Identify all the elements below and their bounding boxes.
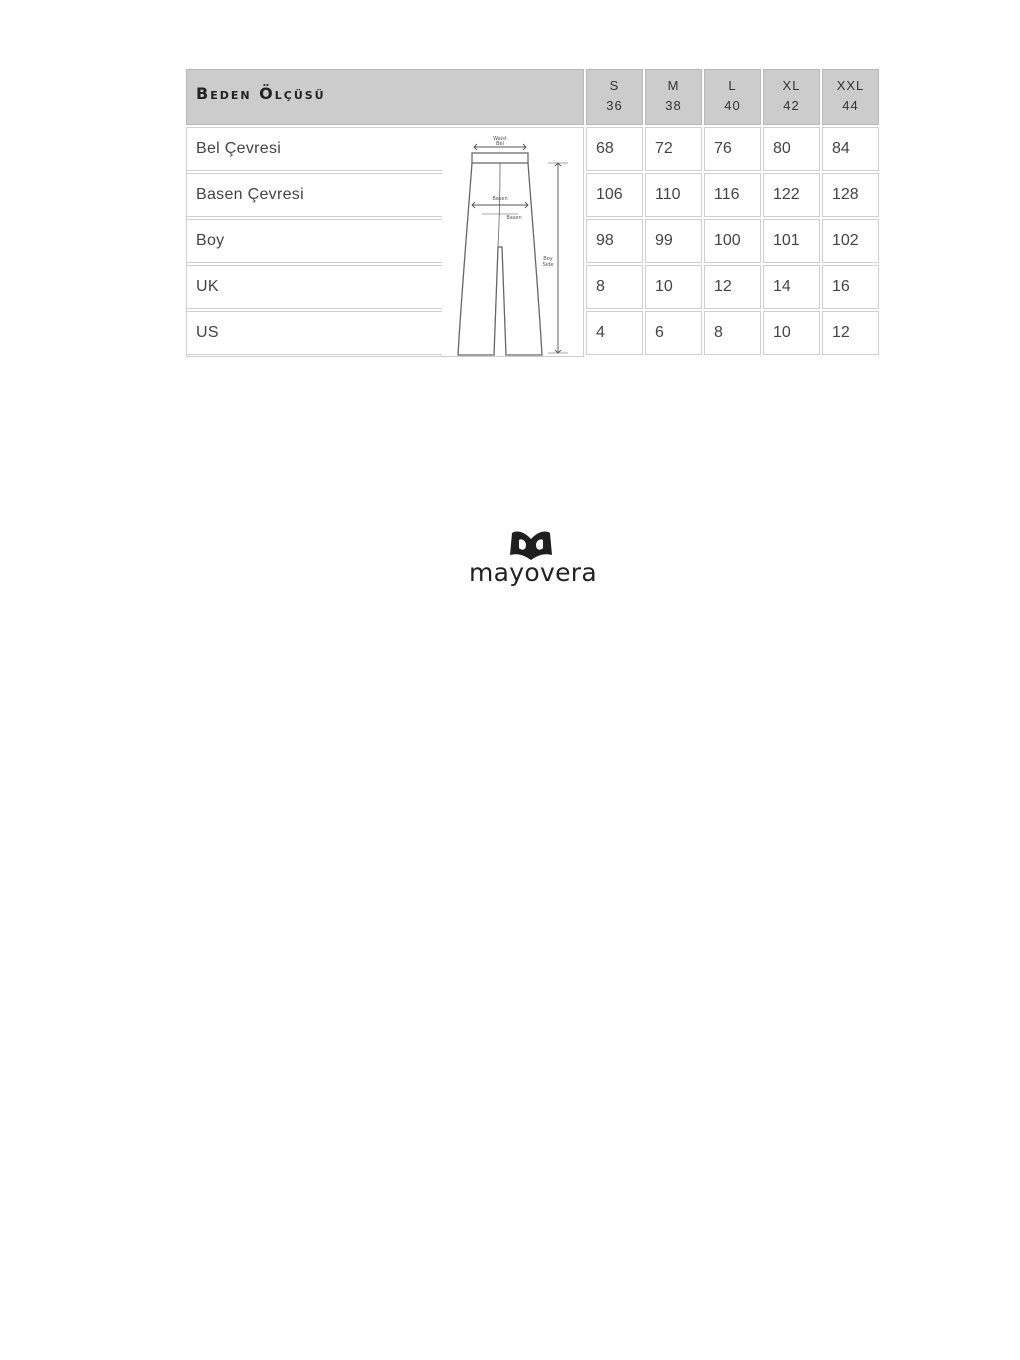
value-text: 10	[655, 278, 673, 295]
value-text: 106	[596, 186, 623, 203]
brand-logo	[466, 528, 600, 592]
value-cell	[645, 311, 702, 355]
size-chart-title: Beden Ölçüsü	[196, 84, 326, 103]
value-cell	[704, 173, 761, 217]
value-text: 6	[655, 324, 664, 341]
value-cell	[586, 311, 643, 355]
row-label-length	[186, 219, 442, 263]
row-label-us	[186, 311, 442, 355]
size-header-xxl	[822, 69, 879, 125]
row-label-text: Bel Çevresi	[196, 140, 282, 157]
diagram-label: Waist	[493, 136, 507, 142]
brand-name: mayovera	[469, 558, 597, 587]
row-label-text: US	[196, 324, 219, 341]
row-label-text: Basen Çevresi	[196, 186, 304, 203]
pants-outline-icon	[442, 127, 584, 357]
size-header-s	[586, 69, 643, 125]
row-label-text: UK	[196, 278, 219, 295]
value-cell	[822, 127, 879, 171]
size-letter: S	[609, 78, 620, 93]
value-cell	[704, 265, 761, 309]
size-header-xl	[763, 69, 820, 125]
value-text: 72	[655, 140, 673, 157]
value-cell	[586, 219, 643, 263]
pants-diagram	[442, 127, 584, 357]
value-text: 128	[832, 186, 859, 203]
value-cell	[704, 311, 761, 355]
size-letter: XL	[782, 78, 801, 93]
value-cell	[822, 311, 879, 355]
size-chart	[186, 69, 879, 357]
value-cell	[704, 127, 761, 171]
diagram-label: Bel	[496, 141, 504, 147]
row-label-uk	[186, 265, 442, 309]
value-cell	[822, 173, 879, 217]
size-number: 42	[783, 98, 800, 113]
value-cell	[586, 265, 643, 309]
value-text: 12	[714, 278, 732, 295]
size-chart-title-cell	[186, 69, 584, 125]
value-text: 12	[832, 324, 850, 341]
value-text: 122	[773, 186, 800, 203]
value-text: 116	[714, 186, 740, 203]
size-letter: L	[728, 78, 737, 93]
mask-logo-icon	[466, 528, 600, 560]
diagram-label: Boy	[543, 256, 553, 262]
value-cell	[763, 173, 820, 217]
value-text: 4	[596, 324, 605, 341]
value-text: 102	[832, 232, 859, 249]
size-letter: M	[667, 78, 680, 93]
value-text: 14	[773, 278, 791, 295]
value-cell	[645, 127, 702, 171]
diagram-label: Side	[542, 262, 554, 268]
size-number: 36	[606, 98, 623, 113]
size-number: 44	[842, 98, 859, 113]
value-text: 99	[655, 232, 673, 249]
value-text: 98	[596, 232, 614, 249]
value-text: 16	[832, 278, 850, 295]
value-text: 80	[773, 140, 791, 157]
value-cell	[586, 173, 643, 217]
diagram-label: Basen	[506, 215, 522, 221]
size-number: 38	[665, 98, 682, 113]
value-cell	[704, 219, 761, 263]
value-text: 8	[596, 278, 605, 295]
value-text: 8	[714, 324, 723, 341]
value-text: 100	[714, 232, 741, 249]
value-cell	[822, 219, 879, 263]
size-number: 40	[724, 98, 741, 113]
value-cell	[645, 173, 702, 217]
size-header-l	[704, 69, 761, 125]
row-label-hip	[186, 173, 442, 217]
value-text: 76	[714, 140, 732, 157]
value-cell	[645, 219, 702, 263]
value-cell	[763, 127, 820, 171]
value-cell	[822, 265, 879, 309]
value-text: 101	[773, 232, 800, 249]
value-cell	[763, 265, 820, 309]
value-text: 68	[596, 140, 614, 157]
value-cell	[763, 311, 820, 355]
row-label-waist	[186, 127, 442, 171]
value-text: 84	[832, 140, 850, 157]
row-label-text: Boy	[196, 232, 225, 249]
diagram-label: Basen	[492, 196, 508, 202]
value-cell	[586, 127, 643, 171]
value-cell	[763, 219, 820, 263]
value-text: 110	[655, 186, 681, 203]
size-letter: XXL	[836, 78, 865, 93]
value-cell	[645, 265, 702, 309]
size-header-m	[645, 69, 702, 125]
value-text: 10	[773, 324, 791, 341]
